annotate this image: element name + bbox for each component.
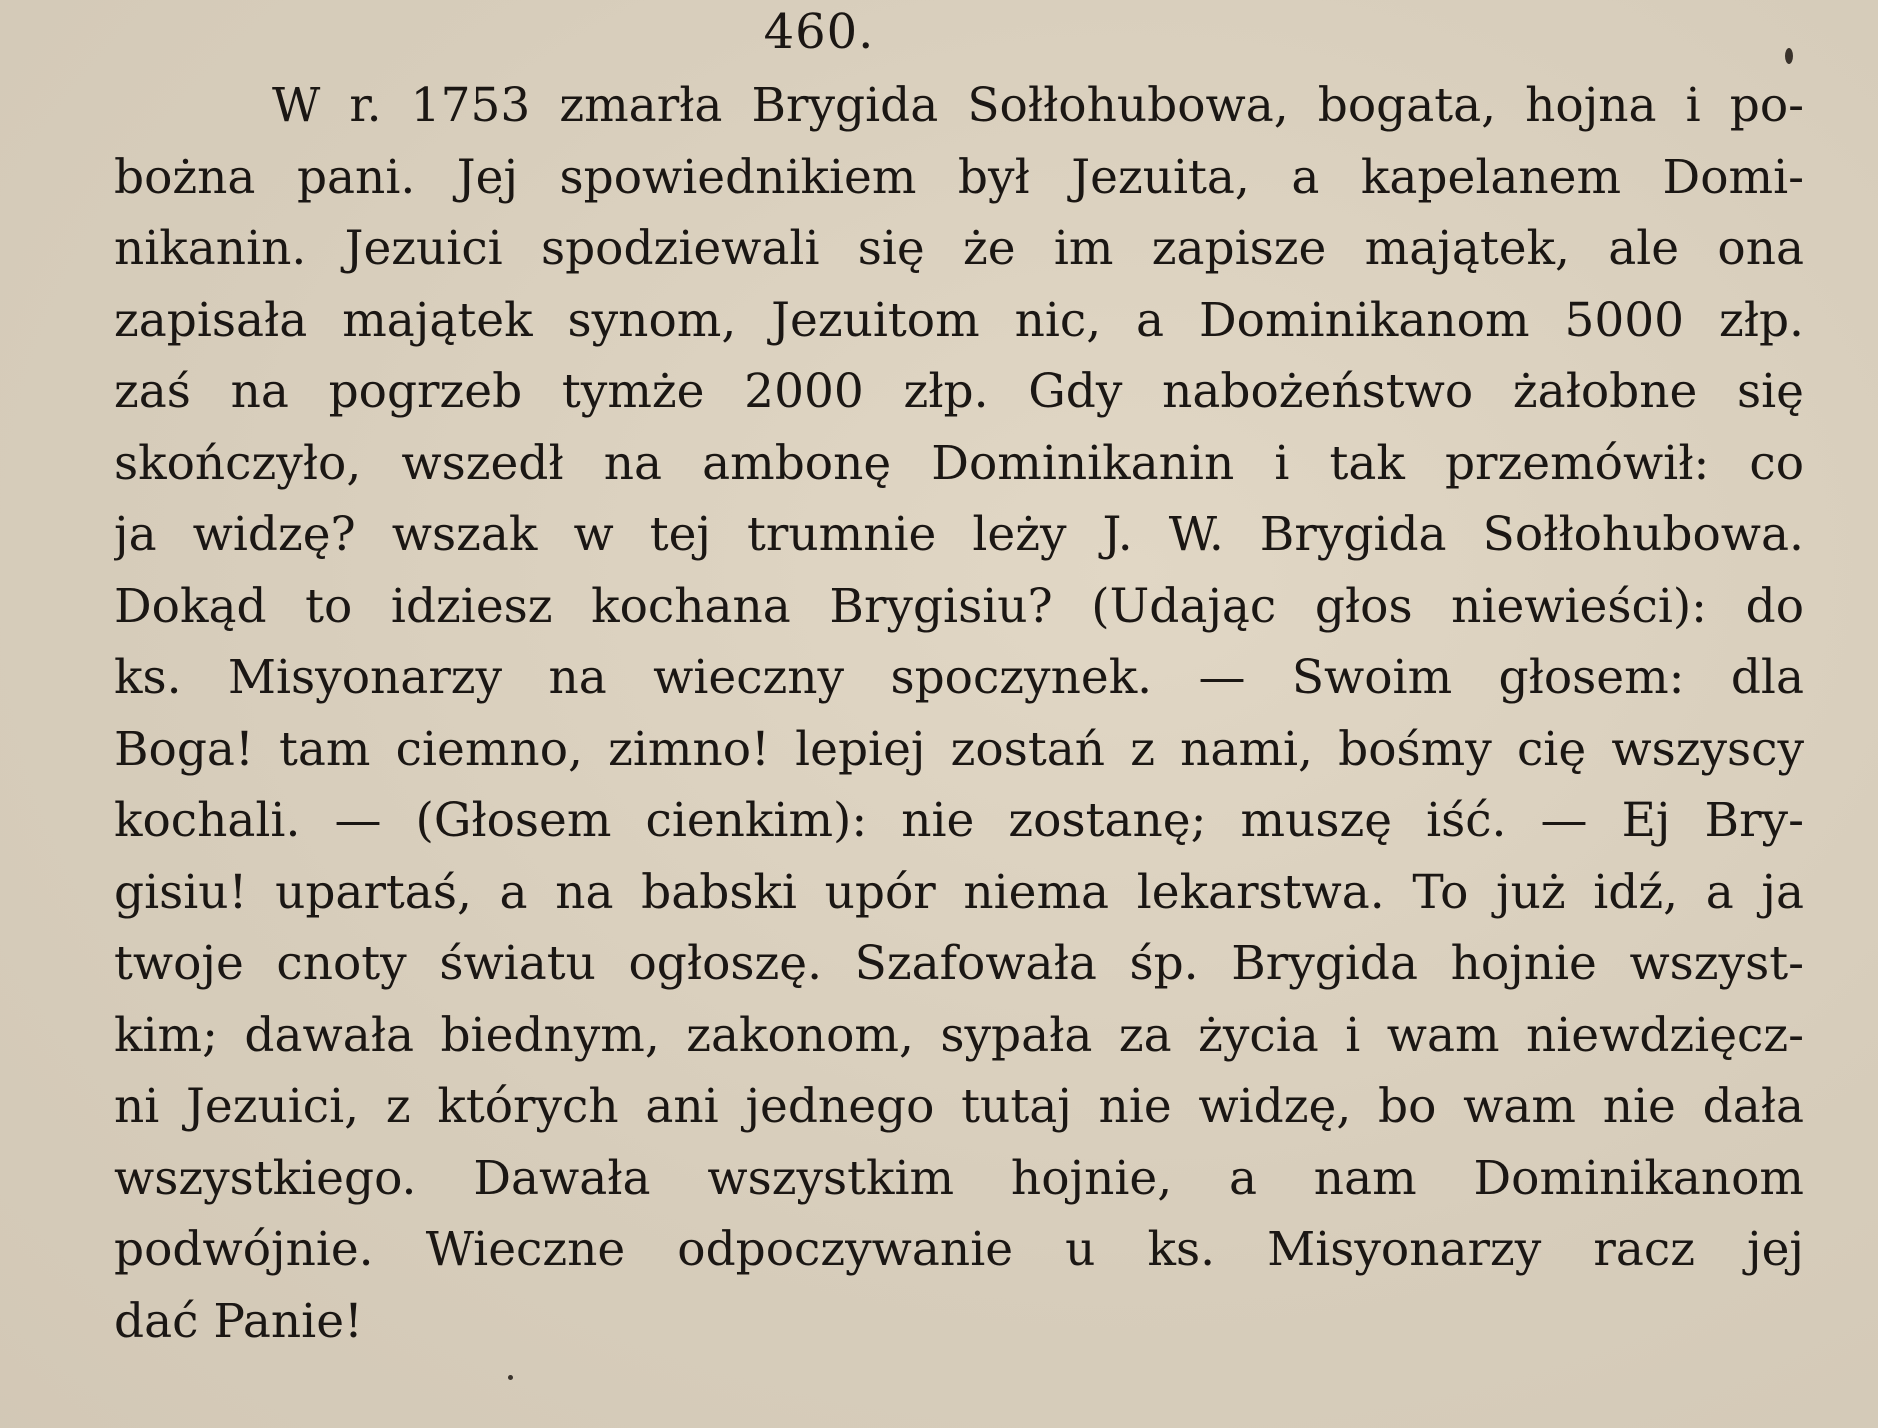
ink-speck xyxy=(1785,48,1793,64)
text-line: zapisała majątek synom, Jezuitom nic, a Dominikanom 5000 złp. xyxy=(114,292,1804,348)
text-line: twoje cnoty światu ogłoszę. Szafowała śp. Brygida hojnie wszyst- xyxy=(114,936,1804,991)
text-line: ja widzę? wszak w tej trumnie leży J. W. Brygida Sołłohubowa. xyxy=(114,507,1804,562)
text-line: zaś na pogrzeb tymże 2000 złp. Gdy nabożeństwo żałobne się xyxy=(114,364,1804,419)
page-number xyxy=(0,4,1878,60)
text-line: kim; dawała biednym, zakonom, sypała za życia i wam niewdzięcz- xyxy=(114,1007,1804,1063)
body-paragraph xyxy=(114,70,1804,1357)
text-line: Boga! tam ciemno, zimno! lepiej zostań z nami, bośmy cię wszyscy xyxy=(114,721,1804,777)
page-number-text: 460. xyxy=(763,4,875,60)
text-line: dać Panie! xyxy=(114,1293,363,1349)
text-line: bożna pani. Jej spowiednikiem był Jezuita, a kapelanem Domi- xyxy=(114,149,1804,205)
text-line: ks. Misyonarzy na wieczny spoczynek. — Swoim głosem: dla xyxy=(114,650,1804,705)
ink-speck xyxy=(508,1375,513,1380)
text-line: Dokąd to idziesz kochana Brygisiu? (Udając głos niewieści): do xyxy=(114,578,1804,634)
text-line: skończyło, wszedł na ambonę Dominikanin i tak przemówił: co xyxy=(114,435,1804,491)
text-line: wszystkiego. Dawała wszystkim hojnie, a nam Dominikanom xyxy=(114,1150,1804,1206)
text-line: podwójnie. Wieczne odpoczywanie u ks. Misyonarzy racz jej xyxy=(114,1222,1804,1277)
text-line: gisiu! upartaś, a na babski upór niema lekarstwa. To już idź, a ja xyxy=(114,864,1804,920)
text-line: nikanin. Jezuici spodziewali się że im zapisze majątek, ale ona xyxy=(114,221,1804,276)
text-line: kochali. — (Głosem cienkim): nie zostanę; muszę iść. — Ej Bry- xyxy=(114,793,1804,848)
text-line: W r. 1753 zmarła Brygida Sołłohubowa, bogata, hojna i po- xyxy=(272,78,1804,133)
text-line: ni Jezuici, z których ani jednego tutaj nie widzę, bo wam nie dała xyxy=(114,1079,1804,1134)
